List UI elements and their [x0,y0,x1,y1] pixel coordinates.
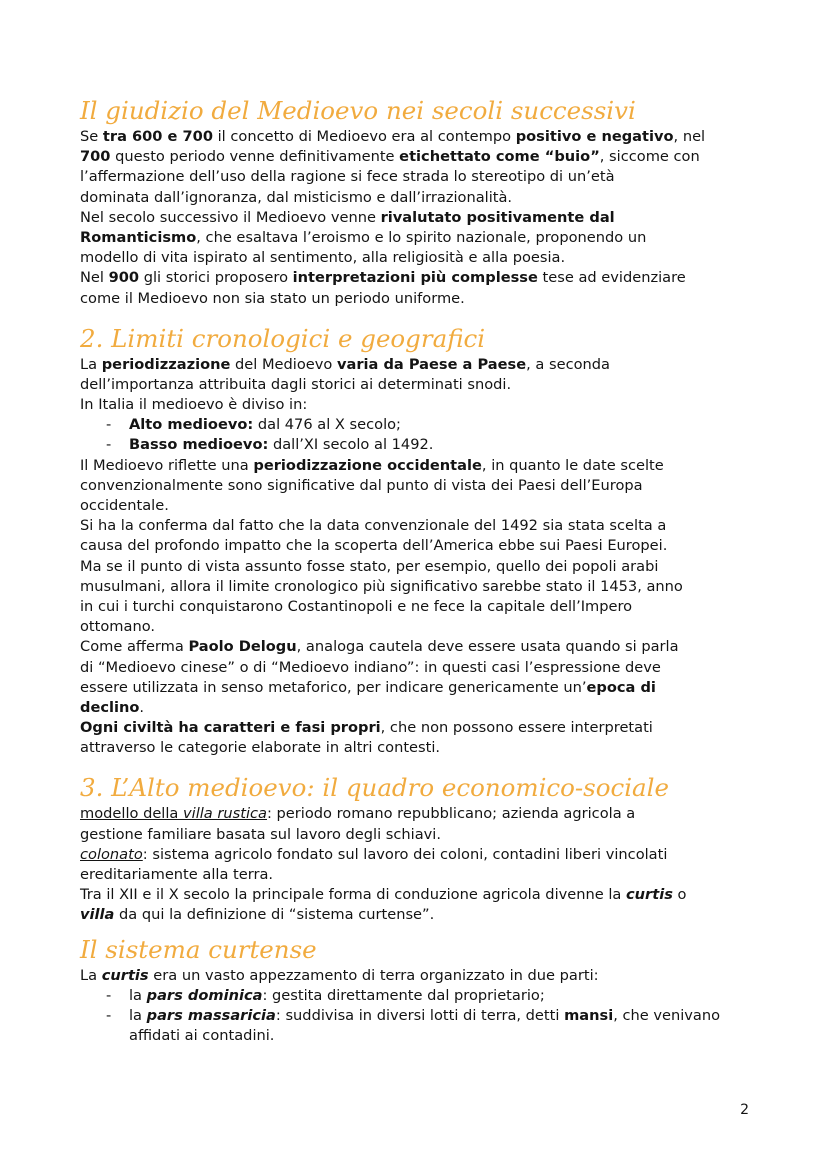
text-line: Ma se il punto di vista assunto fosse stato, per esempio, quello dei popoli arabi [80,557,659,575]
text-line: modello di vita ispirato al sentimento, alla religiosità e alla poesia. [80,249,566,267]
text-line: Se tra 600 e 700 il concetto di Medioevo era al contempo positivo e negativo, nel [80,128,706,145]
text-line: essere utilizzata in senso metaforico, per indicare genericamente un’epoca di [80,678,656,696]
text-line: ottomano. [80,618,156,636]
list-item: - la pars massaricia: suddivisa in diversi lotti di terra, detti mansi, che venivano [106,1006,721,1024]
text-line: Il Medioevo riflette una periodizzazione occidentale, in quanto le date scelte [80,456,664,474]
text-line: di “Medioevo cinese” o di “Medioevo indiano”: in questi casi l’espressione deve [80,658,661,676]
text-line: Si ha la conferma dal fatto che la data convenzionale del 1492 sia stata scelta a [80,517,667,535]
section-title-alto-medioevo: 3. L’Alto medioevo: il quadro economico-sociale [80,773,669,803]
page-number: 2 [740,1102,749,1118]
list-item: - Basso medioevo: dall’XI secolo al 1492. [106,436,434,454]
text-line: in cui i turchi conquistarono Costantinopoli e ne fece la capitale dell’Impero [80,597,633,615]
section-intro-limiti [80,355,760,416]
section-body-sistema-curtense: La curtis era un vasto appezzamento di terra organizzato in due parti: - la pars dominica: gestita direttamente dal proprietario; - la pars massaricia: suddivisa in diversi lotti di terra, detti mansi, che venivano affidati ai contadini. [80,966,760,1047]
text-line: convenzionalmente sono significative dal punto di vista dei Paesi dell’Europa [80,476,643,494]
text-line: La periodizzazione del Medioevo varia da Paese a Paese, a seconda [80,355,610,373]
document-page [80,95,760,1046]
text-line: 700 questo periodo venne definitivamente etichettato come “buio”, siccome con [80,148,700,166]
text-line: attraverso le categorie elaborate in altri contesti. [80,739,441,757]
text-line: musulmani, allora il limite cronologico più significativo sarebbe stato il 1453, anno [80,577,683,595]
text-line: dell’importanza attribuita dagli storici ai determinati snodi. [80,375,512,393]
list-item: - Alto medioevo: dal 476 al X secolo; [106,416,401,434]
text-line: Romanticismo, che esaltava l’eroismo e lo spirito nazionale, proponendo un [80,228,647,246]
text-line: occidentale. [80,497,169,514]
text-line: dominata dall’ignoranza, dal misticismo e dall’irrazionalità. [80,188,513,206]
list-item: - la pars dominica: gestita direttamente dal proprietario; [106,986,545,1004]
text-line: In Italia il medioevo è diviso in: [80,396,308,414]
text-line: l’affermazione dell’uso della ragione si fece strada lo stereotipo di un’età [80,168,615,186]
section-title-sistema-curtense: Il sistema curtense [80,934,317,964]
text-line: causa del profondo impatto che la scoperta dell’America ebbe sui Paesi Europei. [80,537,668,555]
text-line: Ogni civiltà ha caratteri e fasi propri, che non possono essere interpretati [80,719,653,737]
text-line: Nel secolo successivo il Medioevo venne rivalutato positivamente dal [80,208,615,226]
list-item-continuation: affidati ai contadini. [129,1027,275,1045]
text-line: come il Medioevo non sia stato un periodo uniforme. [80,289,465,307]
text-line: Nel 900 gli storici proposero interpretazioni più complesse tese ad evidenziare [80,269,686,287]
section-body-giudizio [80,127,760,309]
section-body-limiti [80,456,760,759]
section-body-alto-medioevo: modello della villa rustica: periodo romano repubblicano; azienda agricola a gestione familiare basata sul lavoro degli schiavi. colonato: sistema agricolo fondato sul lavoro dei coloni, contadini liberi vincolati ereditariamente alla terra. Tra il XII e il X secolo la principale forma di conduzione agricola divenne la curtis o villa da qui la definizione di “sistema curtense”. [80,805,687,924]
section-title-giudizio: Il giudizio del Medioevo nei secoli successivi [80,96,636,125]
section-title-limiti: 2. Limiti cronologici e geografici [80,323,486,353]
text-line: declino. [80,698,145,716]
periodization-list [80,415,760,455]
text-line: Come afferma Paolo Delogu, analoga cautela deve essere usata quando si parla [80,638,679,656]
